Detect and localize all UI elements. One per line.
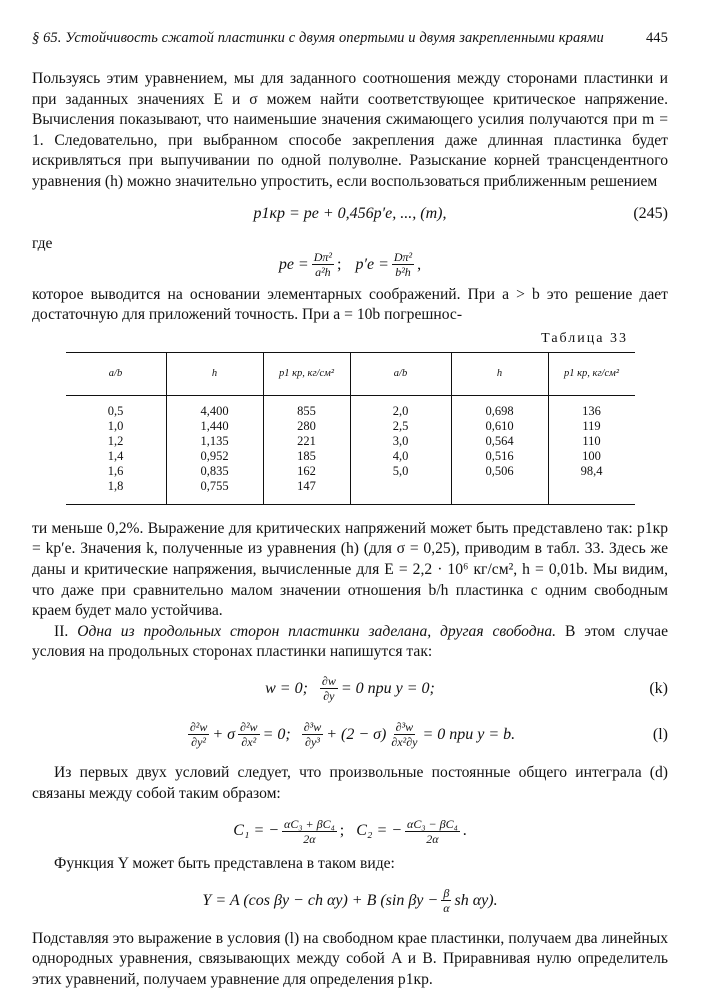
table-row (66, 464, 635, 479)
table-cell: 2,5 (350, 419, 451, 434)
table-cell: 0,835 (166, 464, 263, 479)
paragraph-3: ти меньше 0,2%. Выражение для критических напряжений может быть представлено так: p1кр = kp′e. Значения k, полученные из уравнения (h) (для σ = 0,25), приводим в табл. 33. Здесь же даны и критические напряжения, вычисленные для E = 2,2 · 10⁶ кг/см², h = 0,01b. Мы видим, что даже при сравнительно малом значении отношения b/h пластинка с одним свободным краем будет мало устойчива. (32, 519, 668, 620)
fraction (405, 817, 460, 846)
table-cell: 1,6 (107, 463, 124, 478)
paragraph-5: Из первых двух условий следует, что произвольные постоянные общего интеграла (d) связаны между собой таким образом: (32, 763, 668, 802)
table-row (66, 479, 635, 505)
equation-y-part: sh αy). (454, 891, 498, 909)
fraction (392, 250, 414, 279)
running-header (32, 30, 668, 47)
equation-y-part: Y = A (cos βy − ch αy) + B (sin βy − (202, 891, 439, 909)
table-cell (350, 479, 451, 505)
equation-l-number: (l) (652, 725, 668, 743)
fraction (320, 674, 338, 703)
numerator: ∂³w (303, 720, 322, 735)
table-cell: 221 (263, 434, 350, 449)
equation-l-part: = 0; (262, 725, 291, 743)
column-header: a/b (66, 352, 167, 395)
paragraph-7: Подставляя это выражение в условия (l) на свободном крае пластинки, получаем два линейных однородных уравнения, связывающих между собой A и B. Приравнивая нулю определитель этих уравнений, получаем уравнение для определения p1кр. (32, 929, 668, 988)
equation-pe-prime-lhs: p′e = (355, 255, 389, 273)
table-cell: 0,516 (451, 449, 548, 464)
table-cell: 0,755 (166, 479, 263, 505)
fraction (302, 720, 324, 749)
table-cell: 2,0 (350, 395, 451, 419)
equation-245-body: p1кр = pe + 0,456p′e, ..., (m), (253, 204, 447, 222)
table-cell: 0,5 (107, 403, 124, 418)
header-title: § 65. Устойчивость сжатой пластинки с двумя опертыми и двумя закрепленными краями (32, 30, 604, 46)
table-cell: 110 (548, 434, 635, 449)
equation-pe-lhs: pe = (278, 255, 309, 273)
table-cell: 98,4 (548, 464, 635, 479)
table-cell (548, 479, 635, 505)
separator: ; (339, 822, 345, 840)
separator: ; (337, 255, 342, 273)
equation-245 (32, 199, 668, 229)
denominator: ∂y³ (305, 735, 320, 750)
equation-k-part: w = 0; (265, 679, 308, 697)
table-row (66, 449, 635, 464)
denominator: ∂x²∂y (391, 735, 418, 750)
table-cell: 0,506 (451, 464, 548, 479)
table-row (66, 434, 635, 449)
table-cell: 4,400 (166, 395, 263, 419)
equation-l-part: + (2 − σ) (326, 725, 387, 743)
fraction (312, 250, 334, 279)
numerator: αC₃ + βC₄ (284, 816, 335, 831)
separator: , (417, 255, 422, 273)
denominator: ∂y² (191, 735, 206, 750)
equation-c-lhs: C₁ = − (233, 822, 280, 840)
paragraph-2: которое выводится на основании элементарных соображений. При a > b это решение дает достаточную для приложений точность. При a = 10b погрешнос- (32, 285, 668, 324)
table-cell: 1,8 (107, 478, 124, 493)
table-cell: 1,440 (166, 419, 263, 434)
table-cell: 100 (548, 449, 635, 464)
column-header: h (166, 352, 263, 395)
column-header: p1 кр, кг/см² (263, 352, 350, 395)
table-cell: 136 (548, 395, 635, 419)
equation-l-part: = 0 при y = b. (422, 725, 516, 743)
column-header: p1 кр, кг/см² (548, 352, 635, 395)
table-cell: 162 (263, 464, 350, 479)
table-cell: 855 (263, 395, 350, 419)
equation-c-lhs: C₂ = − (356, 822, 403, 840)
numerator: αC₃ − βC₄ (407, 816, 458, 831)
table-cell (451, 479, 548, 505)
table-caption: Таблица 33 (541, 330, 628, 346)
fraction (441, 886, 451, 915)
numerator: ∂²w (240, 720, 258, 735)
paragraph-1: Пользуясь этим уравнением, мы для заданного соотношения между сторонами пластинки и при заданных значениях E и σ можем найти соответствующее критическое напряжение. Вычисления показывают, что наименьшие значения сжимающего усилия получаются при m = 1. Следовательно, при выбранном способе закрепления даже длинная пластинка будет искривляться при выпучивании по одной полуволне. Разыскание корней трансцендентного уравнения (h) можно значительно упростить, если воспользоваться приближенным решением (32, 70, 668, 190)
equation-y (32, 879, 668, 923)
denominator: 2α (303, 831, 316, 846)
denominator: ∂x² (241, 735, 257, 750)
equation-k-part: = 0 при y = 0; (340, 679, 435, 697)
equation-l-part: + σ (212, 725, 236, 743)
denominator: 2α (426, 831, 439, 846)
equation-k (32, 669, 668, 709)
paragraph-6: Функция Y может быть представлена в таком виде: (54, 855, 395, 873)
table-cell: 185 (263, 449, 350, 464)
numerator: ∂³w (395, 720, 414, 735)
numerator: ∂²w (189, 720, 208, 735)
equation-pe (32, 245, 668, 285)
table-cell: 5,0 (350, 464, 451, 479)
table-row (66, 395, 635, 419)
table-cell: 0,564 (451, 434, 548, 449)
equation-245-number: (245) (633, 204, 668, 222)
table-cell: 4,0 (350, 449, 451, 464)
numerator: Dπ² (393, 250, 413, 265)
numerator: ∂w (321, 674, 336, 689)
table-cell: 0,952 (166, 449, 263, 464)
table-cell: 147 (263, 479, 350, 505)
equation-k-number: (k) (649, 679, 668, 697)
table-cell: 1,4 (107, 448, 124, 463)
table-cell: 3,0 (350, 434, 451, 449)
table-header-row (66, 352, 635, 395)
table-cell: 1,135 (166, 434, 263, 449)
numerator: Dπ² (313, 250, 333, 265)
table-cell: 0,698 (451, 395, 548, 419)
numerator: β (443, 886, 450, 901)
denominator: α (443, 901, 450, 916)
table-cell: 119 (548, 419, 635, 434)
denominator: a²h (315, 265, 331, 280)
denominator: b²h (395, 265, 411, 280)
section-heading-italic: Одна из продольных сторон пластинки заделана, другая свободна. (77, 622, 557, 640)
column-header: h (451, 352, 548, 395)
paragraph-4-text: В этом случае условия на продольных сторонах пластинки напишутся так: (32, 622, 669, 661)
paragraph-4 (32, 622, 668, 663)
denominator: ∂y (323, 689, 335, 704)
separator: . (462, 822, 467, 840)
table-row (66, 419, 635, 434)
page (32, 30, 668, 990)
equation-l (32, 713, 668, 757)
table-cell: 280 (263, 419, 350, 434)
fraction (389, 720, 419, 749)
table-cell: 1,0 (107, 418, 124, 433)
equation-c (32, 810, 668, 852)
table-33 (66, 352, 635, 505)
where-label: где (32, 234, 53, 252)
fraction (238, 720, 260, 749)
page-number: 445 (645, 30, 668, 46)
fraction (188, 720, 210, 749)
table-cell: 1,2 (107, 433, 124, 448)
table-cell: 0,610 (451, 419, 548, 434)
section-number: II. (54, 622, 69, 640)
column-header: a/b (350, 352, 451, 395)
fraction (282, 817, 337, 846)
